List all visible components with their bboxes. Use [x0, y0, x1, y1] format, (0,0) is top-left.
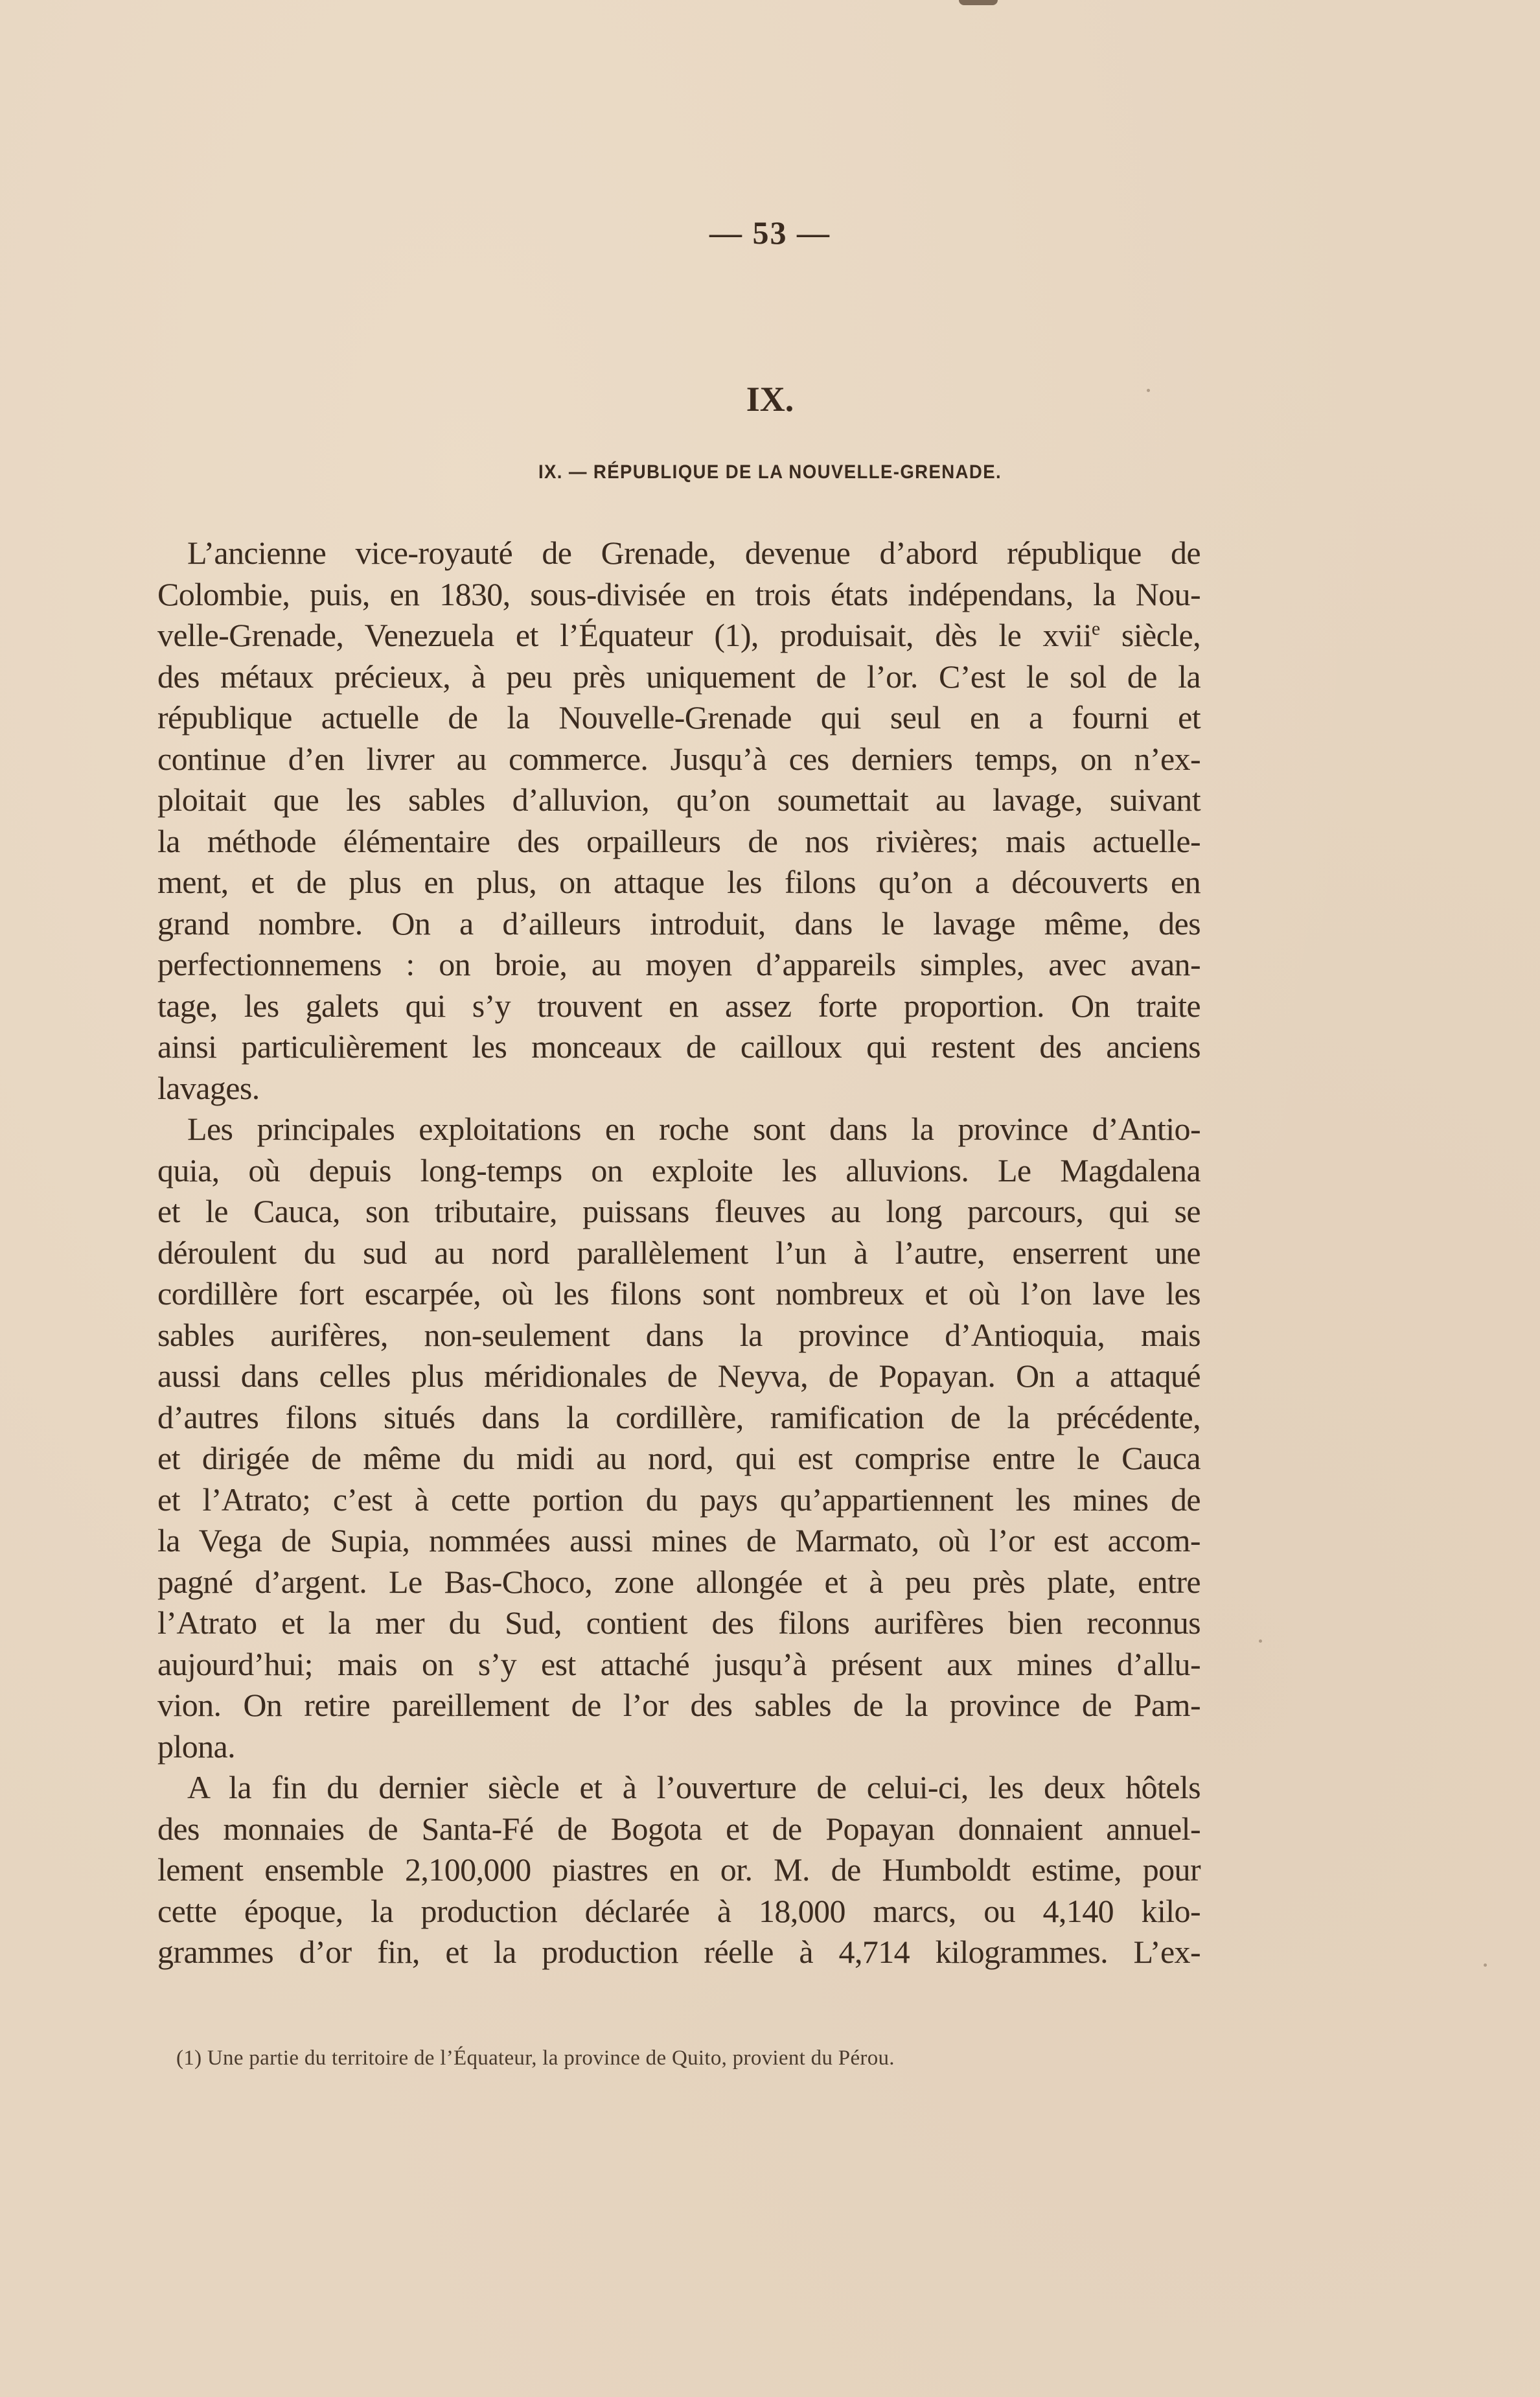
text-line: d’autres filons situés dans la cordillère, ramification de la précédente, — [157, 1398, 1201, 1435]
footnote: (1) Une partie du territoire de l’Équateur, la province de Quito, provient du Pérou. — [176, 2046, 895, 2070]
text-line: et dirigée de même du midi au nord, qui est comprise entre le Cauca — [157, 1440, 1201, 1476]
text-line: lavages. — [157, 1069, 260, 1106]
text-line: vion. On retire pareillement de l’or des sables de la province de Pam- — [157, 1687, 1201, 1723]
text-line: cordillère fort escarpée, où les filons sont nombreux et où l’on lave les — [157, 1275, 1201, 1312]
text-line: grand nombre. On a d’ailleurs introduit, dans le lavage même, des — [157, 905, 1201, 942]
text-line: aussi dans celles plus méridionales de Neyva, de Popayan. On a attaqué — [157, 1358, 1201, 1394]
text-line: tage, les galets qui s’y trouvent en assez forte proportion. On traite — [157, 987, 1201, 1024]
text-line: cette époque, la production déclarée à 18,000 marcs, ou 4,140 kilo- — [157, 1892, 1201, 1929]
chapter-numeral: IX. — [746, 380, 794, 419]
page-number: — 53 — — [709, 214, 831, 251]
text-line: continue d’en livrer au commerce. Jusqu’à ces derniers temps, on n’ex- — [157, 740, 1201, 777]
page-edge-mark — [959, 0, 998, 5]
text-line: et le Cauca, son tributaire, puissans fleuves au long parcours, qui se — [157, 1193, 1201, 1229]
paper-speck — [1259, 1639, 1262, 1643]
text-line: Les principales exploitations en roche sont dans la province d’Antio- — [187, 1111, 1201, 1147]
text-line: des monnaies de Santa-Fé de Bogota et de Popayan donnaient annuel- — [157, 1810, 1201, 1847]
text-line: l’Atrato et la mer du Sud, contient des filons aurifères bien reconnus — [157, 1604, 1201, 1641]
text-line: aujourd’hui; mais on s’y est attaché jusqu’à présent aux mines d’allu- — [157, 1645, 1201, 1682]
text-line: plona. — [157, 1728, 235, 1765]
text-line: quia, où depuis long-temps on exploite les alluvions. Le Magdalena — [157, 1152, 1201, 1188]
text-line — [157, 615, 1201, 656]
text-line: ploitait que les sables d’alluvion, qu’on soumettait au lavage, suivant — [157, 782, 1201, 818]
text-line: sables aurifères, non-seulement dans la province d’Antioquia, mais — [157, 1316, 1201, 1353]
text-line: A la fin du dernier siècle et à l’ouverture de celui-ci, les deux hôtels — [187, 1769, 1201, 1805]
text-line: grammes d’or fin, et la production réelle à 4,714 kilogrammes. L’ex- — [157, 1934, 1201, 1970]
section-heading: IX. — RÉPUBLIQUE DE LA NOUVELLE-GRENADE. — [538, 461, 1002, 483]
text-line: la méthode élémentaire des orpailleurs de nos rivières; mais actuelle- — [157, 822, 1201, 859]
text-line-main: velle-Grenade, Venezuela et l’Équateur (1), produisait, dès le xvii — [157, 617, 1092, 653]
paper-speck — [1147, 389, 1150, 392]
text-line: ainsi particulièrement les monceaux de cailloux qui restent des anciens — [157, 1028, 1201, 1065]
text-line-suffix: siècle, — [1099, 617, 1201, 653]
text-line: ment, et de plus en plus, on attaque les filons qu’on a découverts en — [157, 864, 1201, 900]
text-line: des métaux précieux, à peu près uniquement de l’or. C’est le sol de la — [157, 658, 1201, 695]
superscript: e — [1091, 618, 1100, 640]
text-line: L’ancienne vice-royauté de Grenade, devenue d’abord république de — [187, 535, 1201, 571]
text-line: Colombie, puis, en 1830, sous-divisée en trois états indépendans, la Nou- — [157, 575, 1201, 612]
text-line: pagné d’argent. Le Bas-Choco, zone allongée et à peu près plate, entre — [157, 1563, 1201, 1600]
paper-speck — [1484, 1963, 1487, 1967]
text-line: lement ensemble 2,100,000 piastres en or. M. de Humboldt estime, pour — [157, 1851, 1201, 1888]
text-line: et l’Atrato; c’est à cette portion du pays qu’appartiennent les mines de — [157, 1481, 1201, 1518]
text-line: la Vega de Supia, nommées aussi mines de Marmato, où l’or est accom- — [157, 1522, 1201, 1558]
text-line: déroulent du sud au nord parallèlement l’un à l’autre, enserrent une — [157, 1234, 1201, 1271]
body-text — [157, 533, 1201, 1973]
text-line: perfectionnemens : on broie, au moyen d’appareils simples, avec avan- — [157, 946, 1201, 982]
text-line: république actuelle de la Nouvelle-Grenade qui seul en a fourni et — [157, 699, 1201, 735]
